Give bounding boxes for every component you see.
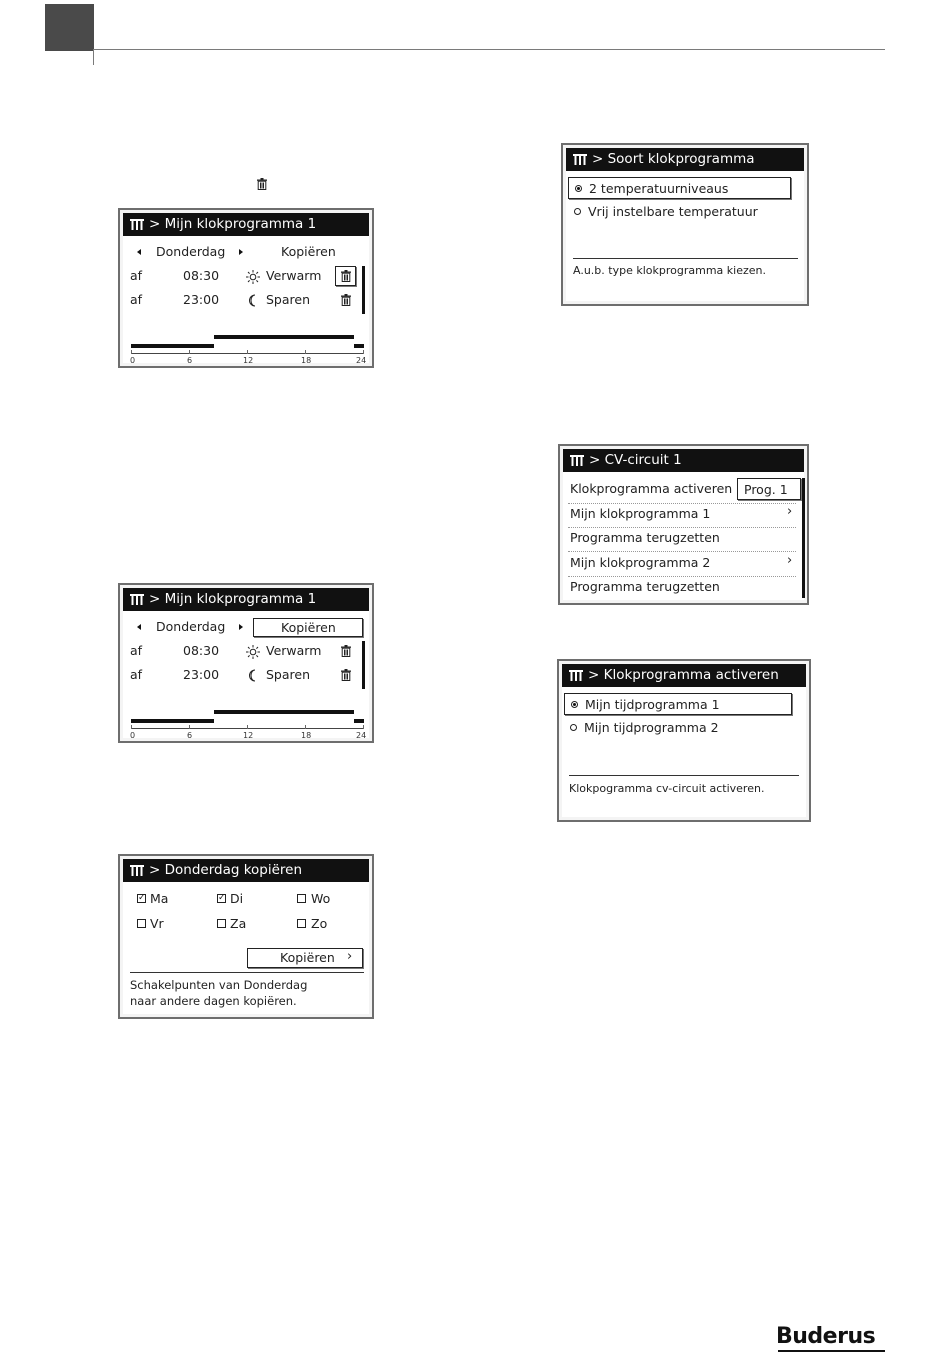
heating-circuit-icon [569,670,583,681]
header-rule [94,49,885,50]
hint-divider [130,972,364,973]
day-vr-label: Vr [150,916,164,931]
tick-label: 0 [130,731,136,740]
hint-text: Klokpogramma cv-circuit activeren. [569,782,765,795]
schedule-bar-verwarm [214,710,354,714]
tick-label: 0 [130,356,136,365]
menu-item-programma-terugzetten-2[interactable] [565,577,801,599]
option-label: Mijn tijdprogramma 2 [584,720,719,735]
program-value: Prog. 1 [744,482,788,497]
day-wo-label: Wo [311,891,331,906]
screen-title-bar [563,449,804,472]
option-label: Mijn tijdprogramma 1 [585,697,720,712]
timeline-tick [247,350,248,354]
checkbox-di[interactable]: ✓ [218,893,226,903]
menu-item-klokprogramma-activeren[interactable] [565,478,801,500]
chevron-right-icon: › [787,504,793,519]
radio-unselected-icon [570,724,577,731]
radio-selected-icon [571,701,578,708]
row2-state: af [130,667,143,682]
menu-item-mijn-klokprogramma-1[interactable] [565,504,801,526]
timeline-tick [189,350,190,354]
checkbox-zo[interactable] [297,919,306,928]
heating-circuit-icon [570,455,584,466]
screen-donderdag-kopieren [118,854,374,1019]
chevron-right-icon: › [787,553,793,568]
timeline-tick [131,350,132,354]
menu-item-label: Klokprogramma activeren [570,481,733,496]
tick-label: 6 [187,731,193,740]
timeline-tick [189,725,190,729]
trash-icon[interactable] [341,294,351,306]
tick-label: 12 [243,356,254,365]
previous-day-arrow-icon[interactable] [137,624,141,630]
screen-title-bar [123,859,369,882]
tick-label: 6 [187,356,193,365]
option-vrij-instelbare-temperatuur[interactable] [568,203,791,223]
option-mijn-tijdprogramma-1[interactable] [564,693,792,715]
next-day-arrow-icon[interactable] [239,624,243,630]
trash-icon[interactable] [341,669,351,681]
hint-divider [569,775,799,776]
row2-time[interactable]: 23:00 [183,292,220,307]
schedule-bar-sparen-evening [354,344,364,348]
tick-label: 24 [356,731,367,740]
screen-title: > Klokprogramma activeren [588,667,779,683]
screen-title: > Mijn klokprogramma 1 [149,591,317,607]
schedule-bar-sparen-morning [131,344,214,348]
tick-label: 24 [356,356,367,365]
row1-state: af [130,268,143,283]
menu-item-mijn-klokprogramma-2[interactable] [565,553,801,575]
hint-line-1: Schakelpunten van Donderdag [130,978,308,992]
menu-item-label: Programma terugzetten [570,530,720,545]
row1-time[interactable]: 08:30 [183,643,220,658]
screen-title-bar [123,588,369,611]
trash-icon [257,178,267,190]
copy-label[interactable]: Kopiëren [281,244,336,259]
timeline-tick [131,725,132,729]
row1-time[interactable]: 08:30 [183,268,220,283]
timeline-tick [363,725,364,729]
day-zo-label: Zo [311,916,328,931]
radio-selected-icon [575,185,582,192]
tick-label: 12 [243,731,254,740]
menu-item-programma-terugzetten-1[interactable] [565,528,801,550]
scrollbar[interactable] [362,641,365,689]
screen-title: > CV-circuit 1 [589,452,682,468]
tick-label: 18 [301,356,312,365]
day-ma-label: Ma [150,891,169,906]
checkbox-wo[interactable] [297,894,306,903]
schedule-bar-sparen-morning [131,719,214,723]
moon-icon [249,669,259,682]
option-mijn-tijdprogramma-2[interactable] [564,719,792,739]
scrollbar[interactable] [362,266,365,314]
option-label: 2 temperatuurniveaus [589,181,729,196]
copy-button[interactable] [247,948,363,968]
row2-state: af [130,292,143,307]
sun-icon [246,270,260,284]
option-label: Vrij instelbare temperatuur [588,204,758,219]
screen-title-bar [566,148,804,171]
screen-title: > Soort klokprogramma [592,151,755,167]
row1-delete-button[interactable] [335,266,356,286]
copy-button-label: Kopiëren [280,950,335,965]
trash-icon[interactable] [341,645,351,657]
heating-circuit-icon [130,219,144,230]
checkbox-za[interactable] [217,919,226,928]
buderus-logo: Buderus [776,1324,876,1349]
screen-klokprogramma-activeren [557,659,811,822]
sun-icon [246,645,260,659]
schedule-bar-verwarm [214,335,354,339]
screen-title: > Mijn klokprogramma 1 [149,216,317,232]
screen-klokprogramma-trash-selected [118,208,374,368]
next-day-arrow-icon[interactable] [239,249,243,255]
heating-circuit-icon [130,865,144,876]
hint-divider [573,258,798,259]
header-rule-tick [93,49,94,65]
heating-circuit-icon [130,594,144,605]
row1-mode[interactable]: Verwarm [266,643,322,658]
chapter-tab [45,4,94,51]
day-label: Donderdag [156,619,226,634]
menu-item-label: Mijn klokprogramma 1 [570,506,711,521]
schedule-bar-sparen-evening [354,719,364,723]
screen-title: > Donderdag kopiëren [149,862,303,878]
trash-icon [341,270,351,282]
option-2-temperatuurniveaus[interactable] [568,177,791,199]
tick-label: 18 [301,731,312,740]
timeline-tick [247,725,248,729]
logo-underline [778,1350,885,1352]
timeline-tick [305,350,306,354]
menu-item-label: Programma terugzetten [570,579,720,594]
menu-item-label: Mijn klokprogramma 2 [570,555,711,570]
heating-circuit-icon [573,154,587,165]
row2-time[interactable]: 23:00 [183,667,220,682]
screen-cv-circuit-1 [558,444,809,605]
hint-line-2: naar andere dagen kopiëren. [130,994,297,1008]
screen-title-bar [562,664,806,687]
timeline-tick [305,725,306,729]
day-label: Donderdag [156,244,226,259]
program-value-field[interactable] [737,478,801,500]
copy-button[interactable] [253,618,363,637]
moon-icon [249,294,259,307]
timeline-tick [363,350,364,354]
checkbox-vr[interactable] [137,919,146,928]
checkbox-ma[interactable]: ✓ [138,893,146,903]
menu-divider [568,551,796,552]
copy-button-label: Kopiëren [281,620,336,635]
radio-unselected-icon [574,208,581,215]
screen-title-bar [123,213,369,236]
row1-state: af [130,643,143,658]
row2-mode[interactable]: Sparen [266,292,311,307]
day-di-label: Di [230,891,244,906]
row2-mode[interactable]: Sparen [266,667,311,682]
screen-soort-klokprogramma [561,143,809,306]
day-za-label: Za [230,916,247,931]
row1-mode[interactable]: Verwarm [266,268,322,283]
hint-text: A.u.b. type klokprogramma kiezen. [573,264,766,277]
scrollbar[interactable] [802,478,805,598]
chevron-right-icon: › [347,949,353,964]
previous-day-arrow-icon[interactable] [137,249,141,255]
screen-klokprogramma-copy-selected [118,583,374,743]
